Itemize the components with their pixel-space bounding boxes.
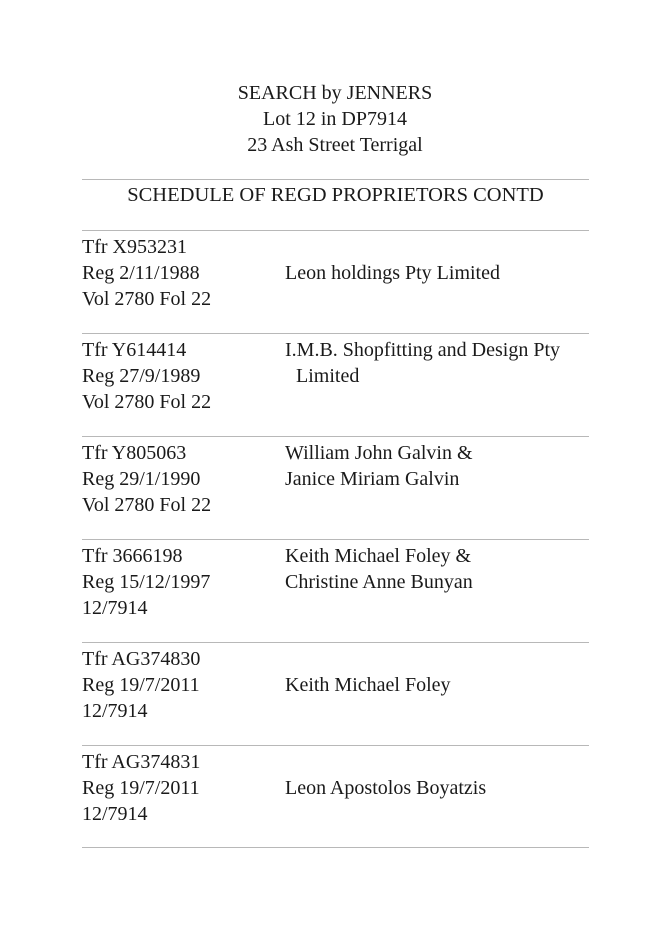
title-reference: 12/7914	[82, 803, 148, 825]
proprietor-line: Keith Michael Foley &	[285, 545, 472, 567]
divider	[82, 436, 589, 437]
transfer-details	[82, 543, 282, 621]
proprietor-name	[285, 234, 595, 286]
transfer-details	[82, 749, 282, 827]
transfer-number: Tfr Y805063	[82, 442, 187, 464]
registration-date: Reg 2/11/1988	[82, 262, 200, 284]
transfer-details	[82, 646, 282, 724]
registration-date: Reg 15/12/1997	[82, 571, 211, 593]
transfer-details	[82, 440, 282, 518]
registration-date: Reg 19/7/2011	[82, 674, 200, 696]
proprietor-line: Limited	[296, 365, 360, 387]
proprietor-line: Janice Miriam Galvin	[285, 468, 460, 490]
transfer-details	[82, 234, 282, 312]
search-header	[0, 80, 670, 158]
search-by-line: SEARCH by JENNERS	[237, 82, 433, 104]
proprietor-line: Keith Michael Foley	[285, 674, 451, 696]
registration-date: Reg 27/9/1989	[82, 365, 201, 387]
proprietor-line: I.M.B. Shopfitting and Design Pty	[285, 339, 561, 361]
transfer-number: Tfr X953231	[82, 236, 187, 258]
transfer-number: Tfr 3666198	[82, 545, 183, 567]
title-reference: 12/7914	[82, 597, 148, 619]
proprietor-line	[285, 646, 595, 672]
proprietor-line: Christine Anne Bunyan	[285, 571, 473, 593]
schedule-title: SCHEDULE OF REGD PROPRIETORS CONTD	[127, 184, 544, 206]
proprietor-line	[285, 234, 595, 260]
transfer-number: Tfr Y614414	[82, 339, 187, 361]
registration-date: Reg 19/7/2011	[82, 777, 200, 799]
proprietor-line	[285, 749, 595, 775]
proprietor-line: Leon Apostolos Boyatzis	[285, 777, 487, 799]
title-reference: Vol 2780 Fol 22	[82, 288, 212, 310]
lot-line: Lot 12 in DP7914	[263, 108, 407, 130]
divider	[82, 179, 589, 180]
title-reference: Vol 2780 Fol 22	[82, 494, 212, 516]
proprietor-name	[285, 749, 595, 801]
proprietor-line: Leon holdings Pty Limited	[285, 262, 500, 284]
proprietor-line: William John Galvin &	[285, 442, 473, 464]
divider	[82, 745, 589, 746]
divider	[82, 333, 589, 334]
address-line: 23 Ash Street Terrigal	[247, 134, 423, 156]
proprietor-name	[285, 543, 595, 595]
divider	[82, 847, 589, 848]
title-reference: Vol 2780 Fol 22	[82, 391, 212, 413]
proprietor-name	[285, 337, 595, 389]
proprietor-name	[285, 646, 595, 698]
transfer-number: Tfr AG374831	[82, 751, 201, 773]
registration-date: Reg 29/1/1990	[82, 468, 201, 490]
title-reference: 12/7914	[82, 700, 148, 722]
transfer-number: Tfr AG374830	[82, 648, 201, 670]
divider	[82, 539, 589, 540]
transfer-details	[82, 337, 282, 415]
divider	[82, 642, 589, 643]
divider	[82, 230, 589, 231]
proprietor-name	[285, 440, 595, 492]
